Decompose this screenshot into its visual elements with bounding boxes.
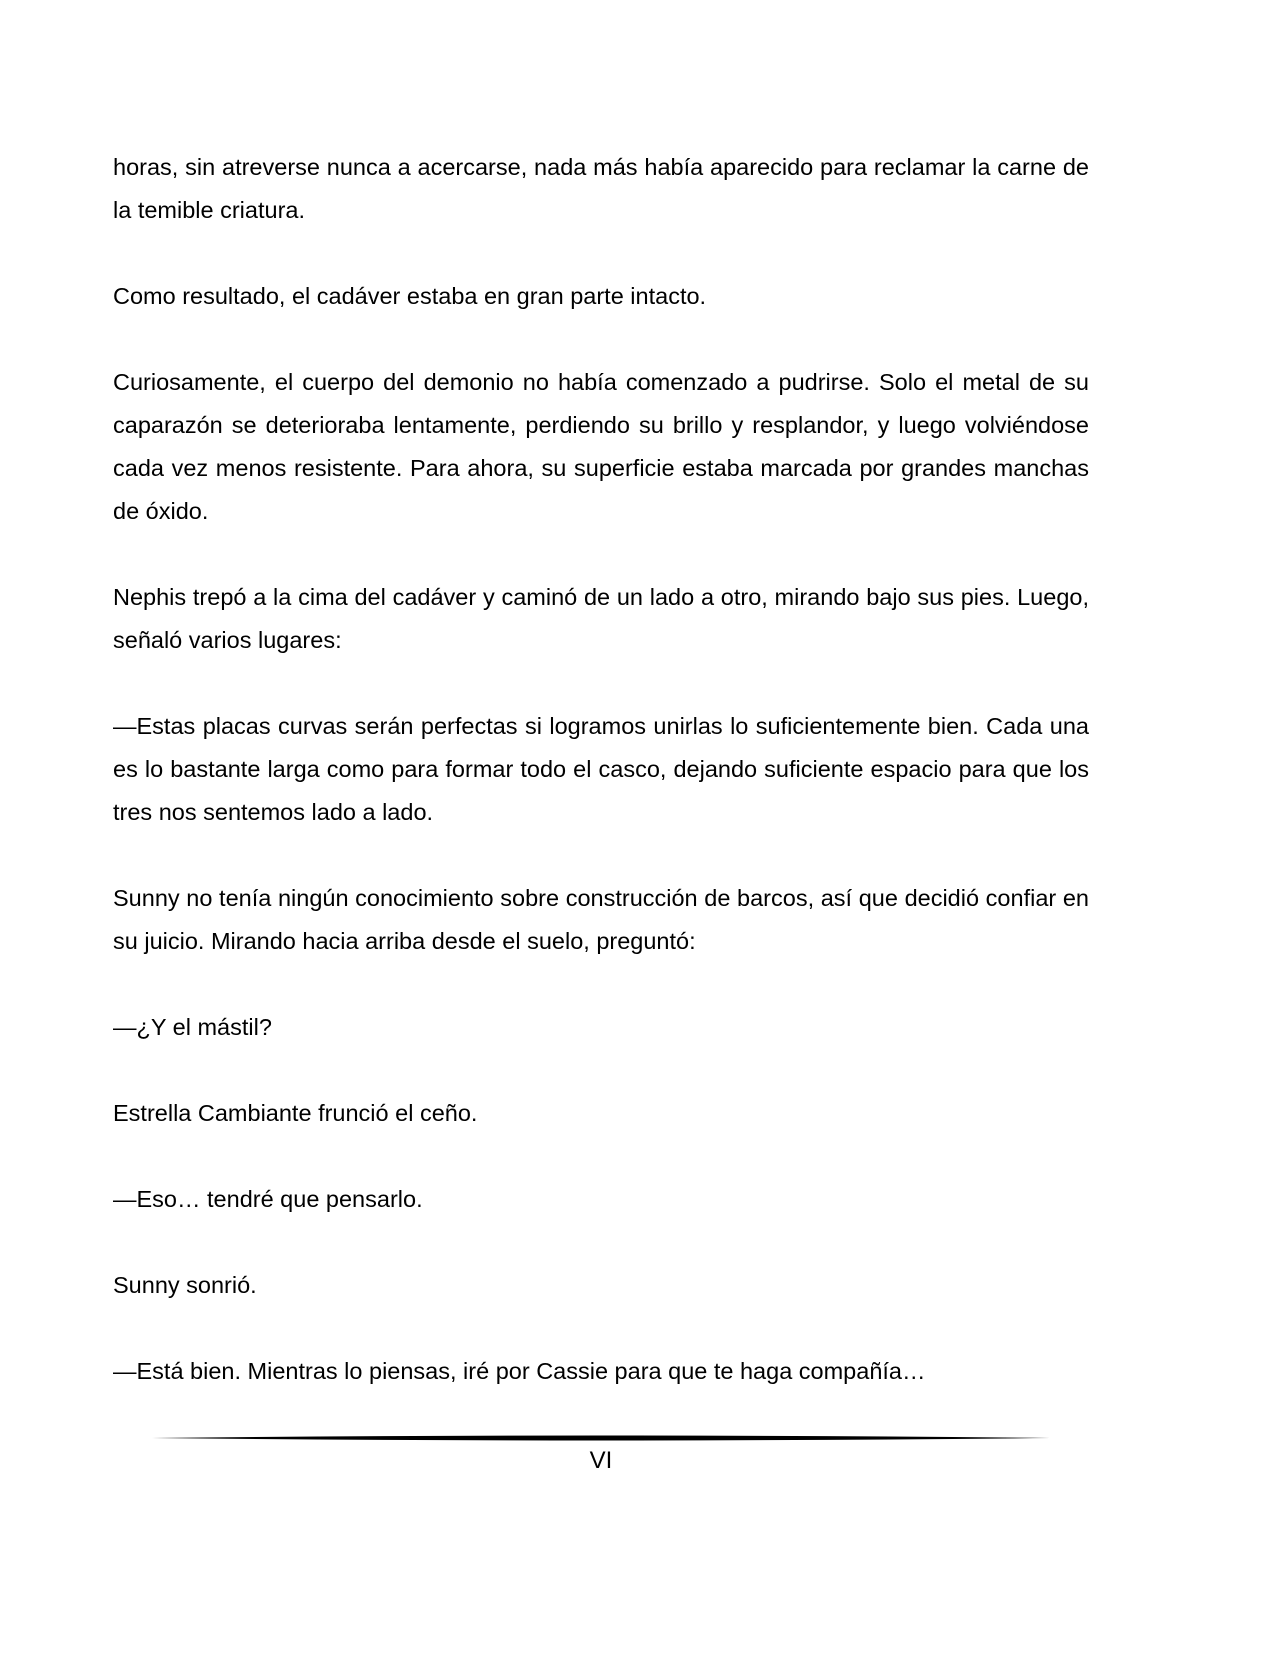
body-text — [113, 146, 1089, 1436]
paragraph: Nephis trepó a la cima del cadáver y caminó de un lado a otro, mirando bajo sus pies. Luego, señaló varios lugares: — [113, 584, 1089, 653]
paragraph: —Estas placas curvas serán perfectas si logramos unirlas lo suficientemente bien. Cada una es lo bastante larga como para formar todo el casco, dejando suficiente espacio para que los tres nos sentemos lado a lado. — [113, 713, 1089, 825]
paragraph: Sunny sonrió. — [113, 1272, 257, 1298]
paragraph: —Está bien. Mientras lo piensas, iré por Cassie para que te haga compañía… — [113, 1358, 926, 1384]
paragraph: Sunny no tenía ningún conocimiento sobre construcción de barcos, así que decidió confiar en su juicio. Mirando hacia arriba desde el suelo, preguntó: — [113, 885, 1089, 954]
paragraph: Como resultado, el cadáver estaba en gran parte intacto. — [113, 283, 707, 309]
page-number: VI — [589, 1447, 613, 1474]
paragraph: —Eso… tendré que pensarlo. — [113, 1186, 423, 1212]
paragraph: —¿Y el mástil? — [113, 1014, 272, 1040]
footer-divider — [152, 1433, 1050, 1443]
paragraph: Curiosamente, el cuerpo del demonio no había comenzado a pudrirse. Solo el metal de su caparazón se deterioraba lentamente, perdiendo su brillo y resplandor, y luego volviéndose cada vez menos resistente. Para ahora, su superficie estaba marcada por grandes manchas de óxido. — [113, 369, 1089, 524]
paragraph: horas, sin atreverse nunca a acercarse, nada más había aparecido para reclamar la carne de la temible criatura. — [113, 154, 1089, 223]
paragraph: Estrella Cambiante frunció el ceño. — [113, 1100, 478, 1126]
